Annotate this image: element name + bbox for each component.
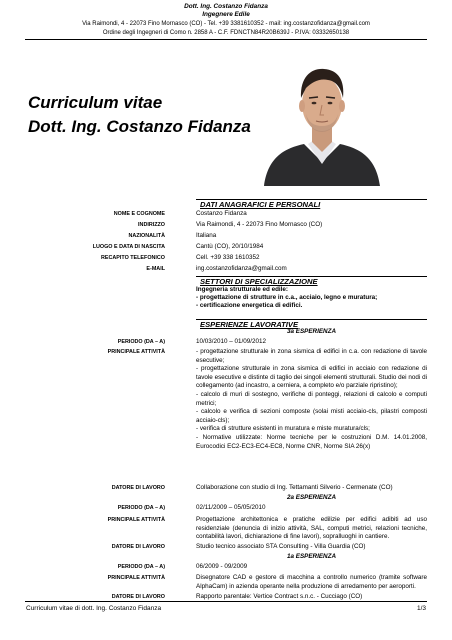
experience-employer: Rapporto parentale: Vertice Contract s.n.c. - Cucciago (CO) <box>196 593 363 600</box>
value-birth: Cantù (CO), 20/10/1984 <box>196 243 264 250</box>
experience-number: 2a ESPERIENZA <box>287 494 336 501</box>
header-divider <box>25 39 427 40</box>
label-period: PERIODO (DA – A) <box>117 505 165 511</box>
experience-employer: Studio tecnico associato STA Consulting - Villa Guardia (CO) <box>196 543 366 550</box>
label-birth: LUOGO E DATA DI NASCITA <box>92 244 165 250</box>
value-nationality: Italiana <box>196 232 217 239</box>
experience-activity: Progettazione architettonica e pratiche edilizie per edifici adibiti ad uso residenziale (denuncia di inizio attività, SAL, computi metrici, relazioni tecniche, contabilità lavori, dichiarazione di fine lavori), sopralluoghi in cantiere. <box>196 516 427 541</box>
label-period: PERIODO (DA – A) <box>117 564 165 570</box>
section-experience-title: ESPERIENZE LAVORATIVE <box>200 320 299 329</box>
experience-activity: Disegnatore CAD e gestore di macchina a controllo numerico (tramite software AlphaCam) in azienda operante nella produzione di arredamento per aeroporti. <box>196 574 427 590</box>
label-activity: PRINCIPALE ATTIVITÀ <box>107 349 165 355</box>
section-personal-title: DATI ANAGRAFICI E PERSONALI <box>200 200 321 209</box>
label-email: E-MAIL <box>146 266 165 272</box>
experience-employer: Collaborazione con studio di Ing. Tettamanti Silverio - Cermenate (CO) <box>196 484 393 491</box>
label-nationality: NAZIONALITÀ <box>128 233 165 239</box>
specialization-line: - progettazione di strutture in c.a., acciaio, legno e muratura; <box>196 294 378 301</box>
footer-divider <box>25 601 427 602</box>
label-employer: DATORE DI LAVORO <box>111 485 165 491</box>
experience-period: 10/03/2010 – 01/09/2012 <box>196 338 267 345</box>
experience-number: 3a ESPERIENZA <box>287 328 336 335</box>
label-activity: PRINCIPALE ATTIVITÀ <box>107 517 165 523</box>
header-subtitle: Ingegnere Edile <box>202 11 250 18</box>
label-phone: RECAPITO TELEFONICO <box>101 255 165 261</box>
value-name: Costanzo Fidanza <box>196 210 247 217</box>
experience-number: 1a ESPERIENZA <box>287 553 336 560</box>
specialization-line: Ingegneria strutturale ed edile: <box>196 286 289 293</box>
portrait-photo <box>258 48 386 186</box>
specialization-line: - certificazione energetica di edifici. <box>196 302 303 309</box>
label-period: PERIODO (DA – A) <box>117 339 165 345</box>
experience-activity: - progettazione strutturale in zona sismica di edifici in c.a. con redazione di tavole esecutive; - progettazione strutturale in zona sismica di edifici in acciaio con redazione di tavole esecutive e distinte di taglio dei singoli elementi strutturali. Studio dei nodi di collegamento (ad incastro, a cerniera, a completo e/o parziale ripristino); - calcolo di muri di sostegno, verifiche di ponteggi, relazioni di calcolo e computi metrici; - calcolo e verifica di sezioni composte (solai misti acciaio-cls, pilastri composti acciaio-cls); - verifica di strutture esistenti in muratura e miste muratura/cls; - Normative utilizzate: Norme tecniche per le costruzioni D.M. 14.01.2008, Eurocodici EC2-EC3-EC4-EC8, Norme CNR, Norme SIA 26(x) <box>196 348 427 450</box>
label-activity: PRINCIPALE ATTIVITÀ <box>107 575 165 581</box>
label-name: NOME E COGNOME <box>113 211 165 217</box>
label-employer: DATORE DI LAVORO <box>111 544 165 550</box>
experience-period: 06/2009 - 09/2009 <box>196 563 248 570</box>
label-employer: DATORE DI LAVORO <box>111 594 165 600</box>
header-address: Via Raimondi, 4 - 22073 Fino Mornasco (CO) - Tel. +39 3381610352 - mail: ing.costanzofidanza@gmail.com <box>82 21 370 27</box>
cv-name: Dott. Ing. Costanzo Fidanza <box>28 117 251 136</box>
section-specialization-title: SETTORI DI SPECIALIZZAZIONE <box>200 277 318 286</box>
header-name: Dott. Ing. Costanzo Fidanza <box>184 3 268 10</box>
footer-text: Curriculum vitae di dott. Ing. Costanzo Fidanza <box>26 605 162 612</box>
label-address: INDIRIZZO <box>138 222 165 228</box>
value-email: ing.costanzofidanza@gmail.com <box>196 265 287 272</box>
section-personal-rule <box>196 199 427 200</box>
value-phone: Cell. +39 338 1610352 <box>196 254 260 261</box>
page-number: 1/3 <box>416 605 426 612</box>
value-address: Via Raimondi, 4 - 22073 Fino Mornasco (CO) <box>196 221 323 228</box>
header-order: Ordine degli Ingegneri di Como n. 2858 A - C.F. FDNCTN84R20B639J - P.IVA: 03332650138 <box>102 30 350 36</box>
cv-title: Curriculum vitae <box>28 93 163 112</box>
experience-period: 02/11/2009 – 05/05/2010 <box>196 504 266 511</box>
